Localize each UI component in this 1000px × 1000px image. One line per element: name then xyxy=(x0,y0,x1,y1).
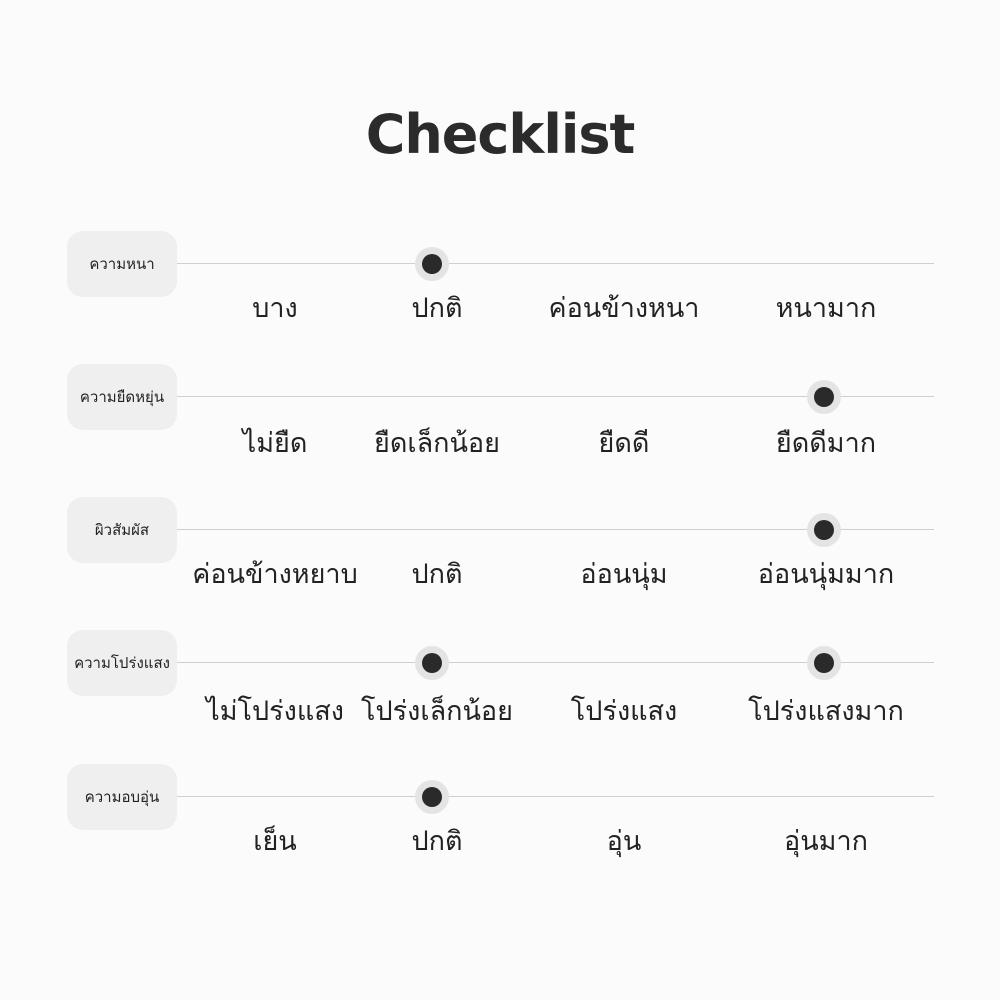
selected-dot xyxy=(814,387,834,407)
option-label: อ่อนนุ่ม xyxy=(580,559,668,590)
option-label: ไม่ยืด xyxy=(242,428,308,459)
row-label: ความอบอุ่น xyxy=(67,764,177,830)
page-title: Checklist xyxy=(365,103,635,166)
selected-marker xyxy=(807,380,841,414)
selected-marker xyxy=(807,646,841,680)
option-label: หนามาก xyxy=(775,293,877,324)
option-label: โปร่งแสง xyxy=(570,696,678,727)
checklist-row-opacity xyxy=(0,630,1000,750)
selected-dot xyxy=(814,520,834,540)
option-label: เย็น xyxy=(253,826,297,857)
checklist-row-thickness xyxy=(0,231,1000,351)
selected-marker xyxy=(415,780,449,814)
checklist-row-warmth xyxy=(0,764,1000,884)
option-label: บาง xyxy=(252,293,298,324)
option-label: อุ่น xyxy=(606,826,642,857)
selected-dot xyxy=(814,653,834,673)
option-label: ยืดดีมาก xyxy=(775,428,877,459)
option-label: ยืดดี xyxy=(598,428,650,459)
option-label: โปร่งเล็กน้อย xyxy=(361,696,513,727)
option-label: ปกติ xyxy=(411,559,463,590)
row-label: ความหนา xyxy=(67,231,177,297)
selected-dot xyxy=(422,653,442,673)
selected-dot xyxy=(422,787,442,807)
row-label: ความยืดหยุ่น xyxy=(67,364,177,430)
option-label: ปกติ xyxy=(411,826,463,857)
option-label: ค่อนข้างหยาบ xyxy=(192,559,358,590)
row-label: ผิวสัมผัส xyxy=(67,497,177,563)
option-label: อ่อนนุ่มมาก xyxy=(757,559,895,590)
selected-marker xyxy=(415,247,449,281)
option-label: โปร่งแสงมาก xyxy=(748,696,904,727)
selected-marker xyxy=(415,646,449,680)
option-label: ยืดเล็กน้อย xyxy=(374,428,500,459)
option-label: ค่อนข้างหนา xyxy=(548,293,700,324)
checklist-row-elasticity xyxy=(0,364,1000,484)
option-label: ไม่โปร่งแสง xyxy=(206,696,344,727)
scale-track xyxy=(177,796,934,797)
scale-track xyxy=(177,263,934,264)
selected-marker xyxy=(807,513,841,547)
selected-dot xyxy=(422,254,442,274)
option-label: ปกติ xyxy=(411,293,463,324)
checklist-row-texture xyxy=(0,497,1000,617)
row-label: ความโปร่งแสง xyxy=(67,630,177,696)
option-label: อุ่นมาก xyxy=(784,826,868,857)
